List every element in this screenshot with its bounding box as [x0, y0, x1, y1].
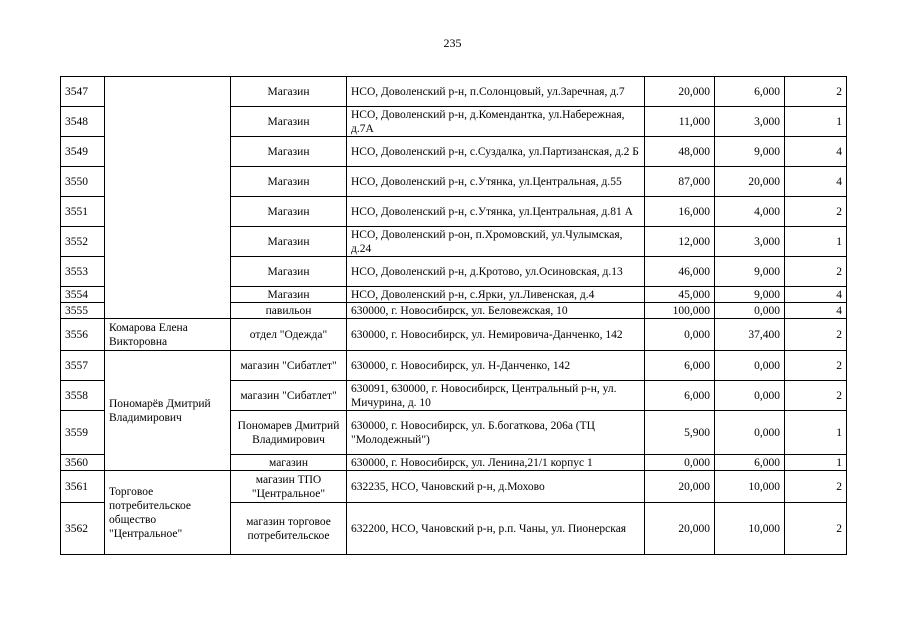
row-number: 3550	[61, 167, 105, 197]
registry-table	[60, 76, 847, 555]
row-number: 3549	[61, 137, 105, 167]
object-type: Магазин	[231, 287, 347, 303]
table-row	[61, 471, 847, 503]
value-2: 0,000	[715, 381, 785, 411]
object-address: НСО, Доволенский р-н, с.Ярки, ул.Ливенская, д.4	[347, 287, 645, 303]
value-1: 6,000	[645, 351, 715, 381]
value-2: 9,000	[715, 287, 785, 303]
row-number: 3561	[61, 471, 105, 503]
object-type: магазин	[231, 455, 347, 471]
value-1: 6,000	[645, 381, 715, 411]
value-1: 0,000	[645, 455, 715, 471]
owner-cell	[105, 77, 231, 319]
table-row	[61, 351, 847, 381]
value-2: 6,000	[715, 77, 785, 107]
table-row	[61, 77, 847, 107]
value-2: 9,000	[715, 257, 785, 287]
value-1: 100,000	[645, 303, 715, 319]
row-number: 3548	[61, 107, 105, 137]
row-number: 3560	[61, 455, 105, 471]
value-2: 10,000	[715, 503, 785, 555]
owner-cell: Комарова Елена Викторовна	[105, 319, 231, 351]
row-number: 3559	[61, 411, 105, 455]
value-2: 10,000	[715, 471, 785, 503]
value-2: 37,400	[715, 319, 785, 351]
value-2: 3,000	[715, 107, 785, 137]
object-address: НСО, Доволенский р-н, п.Солонцовый, ул.Заречная, д.7	[347, 77, 645, 107]
value-1: 16,000	[645, 197, 715, 227]
value-1: 11,000	[645, 107, 715, 137]
object-type: Магазин	[231, 107, 347, 137]
object-address: 630091, 630000, г. Новосибирск, Центральный р-н, ул. Мичурина, д. 10	[347, 381, 645, 411]
value-2: 20,000	[715, 167, 785, 197]
value-2: 0,000	[715, 411, 785, 455]
row-number: 3557	[61, 351, 105, 381]
object-type: павильон	[231, 303, 347, 319]
value-3: 2	[785, 77, 847, 107]
object-type: Пономарев Дмитрий Владимирович	[231, 411, 347, 455]
value-1: 12,000	[645, 227, 715, 257]
value-1: 48,000	[645, 137, 715, 167]
object-type: Магазин	[231, 137, 347, 167]
value-2: 0,000	[715, 351, 785, 381]
object-type: Магазин	[231, 227, 347, 257]
value-3: 2	[785, 319, 847, 351]
object-address: 630000, г. Новосибирск, ул. Б.богаткова, 206а (ТЦ "Молодежный")	[347, 411, 645, 455]
object-address: 630000, г. Новосибирск, ул. Немировича-Данченко, 142	[347, 319, 645, 351]
object-type: отдел "Одежда"	[231, 319, 347, 351]
row-number: 3551	[61, 197, 105, 227]
value-3: 4	[785, 287, 847, 303]
value-3: 2	[785, 257, 847, 287]
object-address: 630000, г. Новосибирск, ул. Ленина,21/1 корпус 1	[347, 455, 645, 471]
object-type: магазин торговое потребительское	[231, 503, 347, 555]
object-address: 632200, НСО, Чановский р-н, р.п. Чаны, ул. Пионерская	[347, 503, 645, 555]
object-type: Магазин	[231, 77, 347, 107]
value-3: 2	[785, 471, 847, 503]
value-3: 2	[785, 381, 847, 411]
object-address: 630000, г. Новосибирск, ул. Беловежская, 10	[347, 303, 645, 319]
object-type: Магазин	[231, 197, 347, 227]
value-3: 1	[785, 411, 847, 455]
row-number: 3547	[61, 77, 105, 107]
value-3: 4	[785, 303, 847, 319]
object-address: НСО, Доволенский р-н, с.Утянка, ул.Центральная, д.81 А	[347, 197, 645, 227]
value-1: 20,000	[645, 503, 715, 555]
value-1: 45,000	[645, 287, 715, 303]
row-number: 3558	[61, 381, 105, 411]
object-address: НСО, Доволенский р-н, д.Кротово, ул.Осиновская, д.13	[347, 257, 645, 287]
object-type: магазин ТПО "Центральное"	[231, 471, 347, 503]
value-3: 4	[785, 137, 847, 167]
row-number: 3553	[61, 257, 105, 287]
object-type: магазин "Сибатлет"	[231, 381, 347, 411]
page-number: 235	[443, 36, 462, 50]
value-3: 1	[785, 107, 847, 137]
value-1: 20,000	[645, 471, 715, 503]
value-3: 2	[785, 351, 847, 381]
object-type: Магазин	[231, 167, 347, 197]
object-address: НСО, Доволенский р-н, с.Суздалка, ул.Партизанская, д.2 Б	[347, 137, 645, 167]
value-1: 0,000	[645, 319, 715, 351]
object-address: 632235, НСО, Чановский р-н, д.Мохово	[347, 471, 645, 503]
owner-cell: Торговое потребительское общество "Центральное"	[105, 471, 231, 555]
owner-cell: Пономарёв Дмитрий Владимирович	[105, 351, 231, 471]
table-row	[61, 319, 847, 351]
object-address: 630000, г. Новосибирск, ул. Н-Данченко, 142	[347, 351, 645, 381]
value-2: 4,000	[715, 197, 785, 227]
row-number: 3562	[61, 503, 105, 555]
row-number: 3555	[61, 303, 105, 319]
value-2: 0,000	[715, 303, 785, 319]
object-address: НСО, Доволенский р-н, с.Утянка, ул.Центральная, д.55	[347, 167, 645, 197]
value-2: 6,000	[715, 455, 785, 471]
value-3: 1	[785, 227, 847, 257]
value-3: 4	[785, 167, 847, 197]
value-1: 46,000	[645, 257, 715, 287]
object-address: НСО, Доволенский р-н, д.Комендантка, ул.Набережная, д.7А	[347, 107, 645, 137]
row-number: 3552	[61, 227, 105, 257]
row-number: 3554	[61, 287, 105, 303]
value-3: 2	[785, 503, 847, 555]
value-1: 20,000	[645, 77, 715, 107]
value-2: 9,000	[715, 137, 785, 167]
object-address: НСО, Доволенский р-он, п.Хромовский, ул.Чулымская, д.24	[347, 227, 645, 257]
object-type: Магазин	[231, 257, 347, 287]
row-number: 3556	[61, 319, 105, 351]
value-1: 87,000	[645, 167, 715, 197]
value-3: 1	[785, 455, 847, 471]
object-type: магазин "Сибатлет"	[231, 351, 347, 381]
value-3: 2	[785, 197, 847, 227]
value-1: 5,900	[645, 411, 715, 455]
value-2: 3,000	[715, 227, 785, 257]
